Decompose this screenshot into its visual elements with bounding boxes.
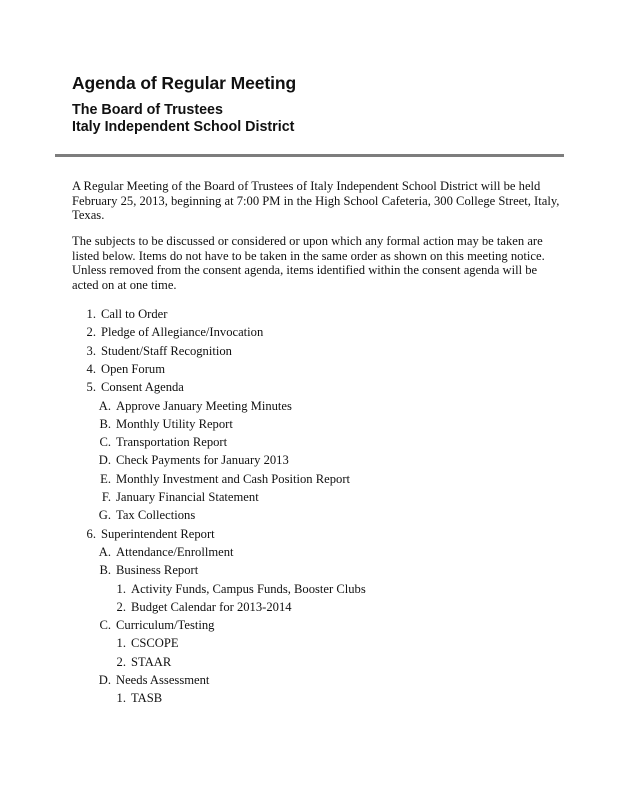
item-text: Needs Assessment — [116, 673, 210, 687]
item-marker: 2. — [86, 325, 96, 340]
item-marker: 1. — [86, 307, 96, 321]
item-marker: A. — [98, 398, 111, 413]
item-marker: C. — [99, 618, 111, 633]
item-marker: 2. — [116, 654, 126, 669]
item-marker: 6. — [86, 526, 96, 541]
item-text: January Financial Statement — [116, 490, 259, 504]
header-divider — [55, 154, 564, 157]
item-text: Call to Order — [101, 307, 168, 321]
notice-line: Unless removed from the consent agenda, items identified within the consent agenda will be — [72, 263, 538, 278]
item-marker: E. — [100, 471, 111, 486]
item-marker: F. — [101, 490, 111, 504]
item-marker: G. — [98, 508, 111, 523]
board-name: The Board of Trustees — [72, 102, 223, 118]
item-text: Activity Funds, Campus Funds, Booster Clubs — [131, 581, 366, 596]
item-text: Monthly Investment and Cash Position Report — [116, 471, 351, 486]
item-text: Monthly Utility Report — [116, 416, 233, 431]
item-text: Business Report — [116, 563, 199, 578]
item-marker: 1. — [116, 691, 126, 706]
item-text: Attendance/Enrollment — [116, 544, 234, 559]
item-text: Pledge of Allegiance/Invocation — [101, 325, 264, 340]
item-text: Open Forum — [101, 361, 166, 376]
notice-paragraph — [72, 234, 545, 293]
item-text: Student/Staff Recognition — [101, 343, 232, 358]
item-marker: B. — [99, 563, 111, 578]
notice-line: acted on at one time. — [72, 278, 177, 293]
intro-line: Texas. — [72, 208, 105, 223]
intro-line: A Regular Meeting of the Board of Trustees of Italy Independent School District will be held — [72, 179, 541, 193]
item-marker: B. — [99, 416, 111, 431]
district-name: Italy Independent School District — [72, 119, 295, 135]
item-text: Transportation Report — [116, 435, 228, 450]
item-text: TASB — [131, 691, 163, 706]
item-marker: D. — [98, 453, 111, 468]
item-text: Consent Agenda — [101, 380, 184, 395]
item-text: Superintendent Report — [101, 526, 215, 541]
notice-line: The subjects to be discussed or considered or upon which any formal action may be taken are — [72, 234, 543, 248]
intro-paragraph — [72, 179, 559, 223]
intro-line: February 25, 2013, beginning at 7:00 PM in the High School Cafeteria, 300 College Street, Italy, — [72, 193, 560, 208]
item-marker: A. — [98, 544, 111, 559]
item-text: Approve January Meeting Minutes — [116, 398, 292, 413]
notice-line: listed below. Items do not have to be taken in the same order as shown on this meeting notice. — [72, 248, 545, 263]
item-text: Curriculum/Testing — [116, 618, 215, 633]
item-marker: D. — [98, 673, 111, 687]
item-marker: 3. — [86, 343, 96, 358]
document-title: Agenda of Regular Meeting — [72, 73, 297, 93]
item-marker: 4. — [86, 361, 96, 376]
item-marker: 1. — [116, 636, 126, 651]
item-marker: 5. — [86, 380, 96, 395]
item-text: Tax Collections — [116, 508, 196, 523]
item-marker: 1. — [116, 581, 126, 596]
item-text: Check Payments for January 2013 — [116, 453, 289, 468]
item-text: CSCOPE — [131, 636, 179, 651]
item-text: STAAR — [131, 654, 172, 669]
item-marker: 2. — [116, 599, 126, 614]
item-text: Budget Calendar for 2013-2014 — [131, 599, 292, 614]
item-marker: C. — [99, 435, 111, 450]
